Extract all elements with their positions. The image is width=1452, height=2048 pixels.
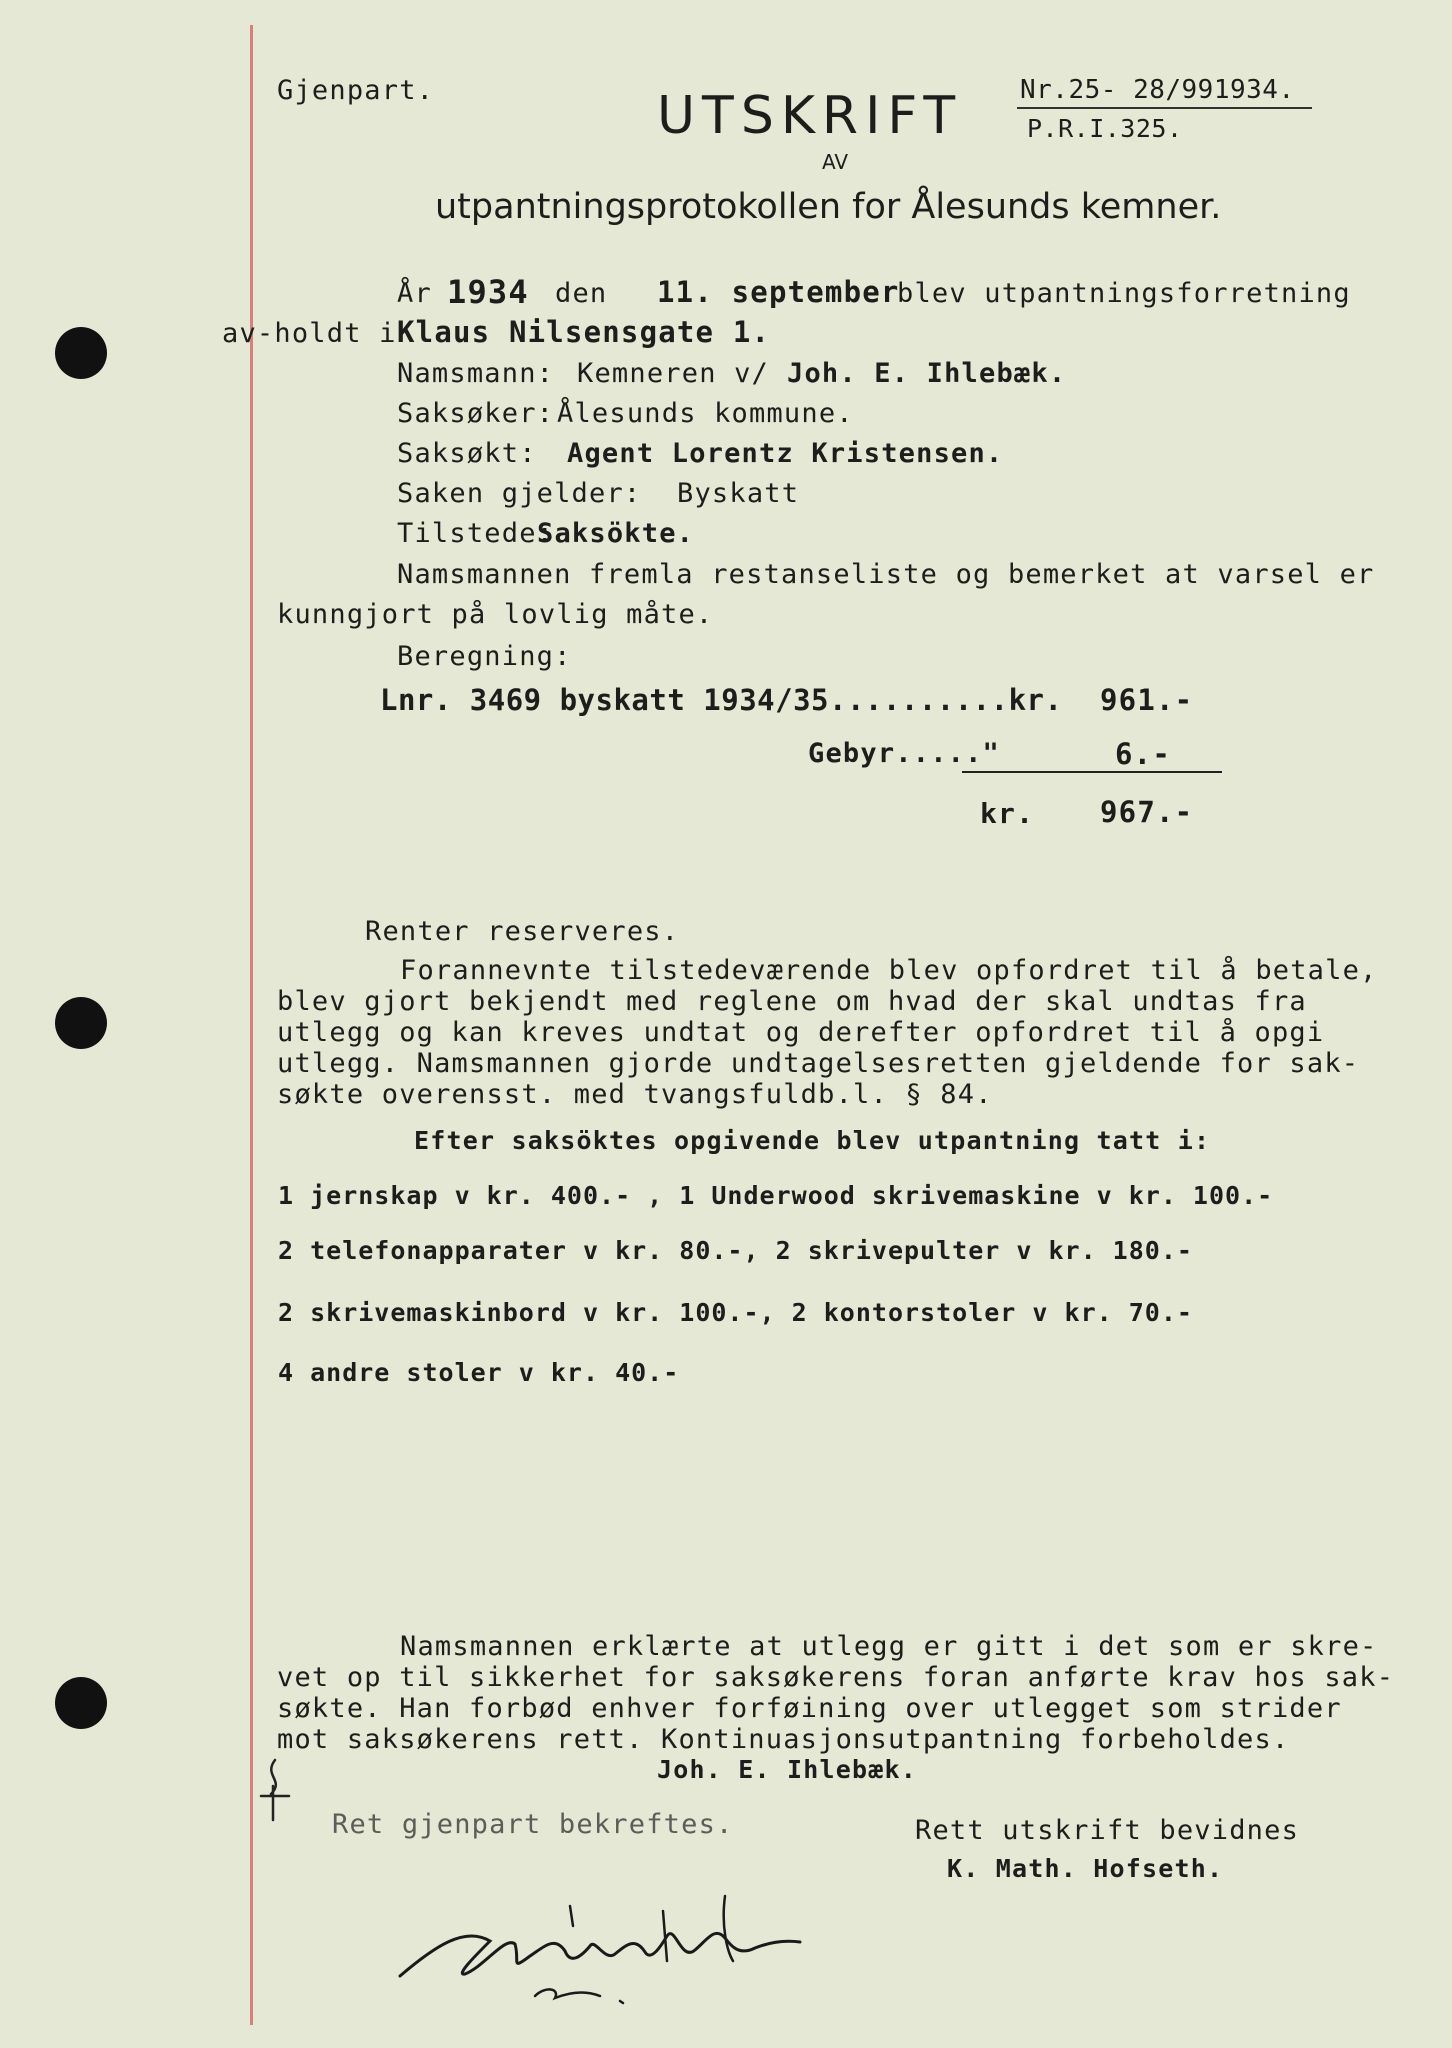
date-value: 11. september	[657, 275, 900, 309]
renter-line: Renter reserveres.	[365, 916, 680, 947]
punch-hole-top	[55, 327, 107, 379]
hofseth-name: K. Math. Hofseth.	[947, 1854, 1224, 1883]
reference-underline	[1017, 107, 1312, 109]
handwritten-signature	[395, 1866, 815, 2016]
punch-hole-middle	[55, 997, 107, 1049]
rett-utskrift-text: Rett utskrift bevidnes	[915, 1815, 1300, 1846]
paragraph1-line1: Namsmannen fremla restanseliste og bemerket at varsel er	[397, 559, 1375, 590]
paragraph2-line2: blev gjort bekjendt med reglene om hvad der skal undtas fra	[277, 986, 1307, 1017]
ret-gjenpart-text: Ret gjenpart bekreftes.	[332, 1809, 734, 1840]
year-value: 1934	[447, 273, 529, 311]
seized-items-line1: 1 jernskap v kr. 400.- , 1 Underwood skrivemaskine v kr. 100.-	[278, 1181, 1274, 1210]
reference-code: P.R.I.325.	[1027, 114, 1183, 143]
tilstede-label: Tilstede:	[397, 518, 555, 549]
seizure-heading: Efter saksöktes opgivende blev utpantning tatt i:	[414, 1126, 1211, 1155]
calculation-line2-amount: 6.-	[1115, 737, 1171, 771]
calculation-label: Beregning:	[397, 641, 572, 672]
calculation-line1: Lnr. 3469 byskatt 1934/35..........kr.	[380, 683, 1063, 717]
paragraph2-line4: utlegg. Namsmannen gjorde undtagelsesretten gjeldende for sak-	[277, 1048, 1360, 1079]
namsmann-label: Namsmann:	[397, 358, 555, 389]
title-av: AV	[822, 150, 849, 174]
seized-items-line3: 2 skrivemaskinbord v kr. 100.-, 2 kontorstoler v kr. 70.-	[278, 1298, 1193, 1327]
punch-hole-bottom	[55, 1677, 107, 1729]
signature-name: Joh. E. Ihlebæk.	[657, 1755, 918, 1784]
namsmann-name: Joh. E. Ihlebæk.	[787, 358, 1067, 389]
document-subtitle: utpantningsprotokollen for Ålesunds kemner.	[435, 187, 1222, 227]
calculation-total-rule	[962, 771, 1222, 773]
seized-items-line2: 2 telefonapparater v kr. 80.-, 2 skrivepulter v kr. 180.-	[278, 1236, 1193, 1265]
paragraph2-line1: Forannevnte tilstedeværende blev opfordret til å betale,	[400, 955, 1378, 986]
tilstede-value: Saksökte.	[537, 518, 695, 549]
location-value: Klaus Nilsensgate 1.	[397, 315, 771, 349]
saksokt-label: Saksøkt:	[397, 438, 537, 469]
paragraph2-line5: søkte overensst. med tvangsfuldb.l. § 84.	[277, 1079, 993, 1110]
calculation-line1-amount: 961.-	[1100, 683, 1194, 717]
paragraph1-line2: kunngjort på lovlig måte.	[277, 599, 714, 630]
paragraph3-line1: Namsmannen erklærte at utlegg er gitt i det som er skre-	[400, 1631, 1378, 1662]
margin-initial-mark	[255, 1756, 295, 1826]
calculation-line2: Gebyr....."	[808, 738, 1001, 769]
paragraph3-line3: søkte. Han forbød enhver forføining over utlegget som strider	[277, 1693, 1342, 1724]
paragraph3-line4: mot saksøkerens rett. Kontinuasjonsutpantning forbeholdes.	[277, 1724, 1290, 1755]
saken-label: Saken gjelder:	[397, 478, 642, 509]
calculation-total-amount: 967.-	[1100, 795, 1194, 829]
gjenpart-label: Gjenpart.	[277, 75, 435, 106]
paragraph2-line3: utlegg og kan kreves undtat og derefter opfordret til å opgi	[277, 1017, 1325, 1048]
paragraph3-line2: vet op til sikkerhet for saksøkerens foran anførte krav hos sak-	[277, 1662, 1395, 1693]
held-label: av-holdt i	[222, 318, 397, 349]
saksokt-value: Agent Lorentz Kristensen.	[567, 438, 1004, 469]
record-line1-rest: blev utpantningsforretning	[897, 278, 1351, 309]
namsmann-value: Kemneren v/	[577, 358, 770, 389]
saksoker-label: Saksøker:	[397, 398, 555, 429]
year-label: År	[397, 278, 432, 309]
saken-value: Byskatt	[677, 478, 800, 509]
den-label: den	[555, 278, 608, 309]
calculation-total-currency: kr.	[980, 797, 1035, 830]
saksoker-value: Ålesunds kommune.	[557, 398, 854, 429]
reference-number: Nr.25- 28/991934.	[1020, 75, 1295, 105]
document-title: UTSKRIFT	[657, 86, 963, 146]
seized-items-line4: 4 andre stoler v kr. 40.-	[278, 1358, 680, 1387]
